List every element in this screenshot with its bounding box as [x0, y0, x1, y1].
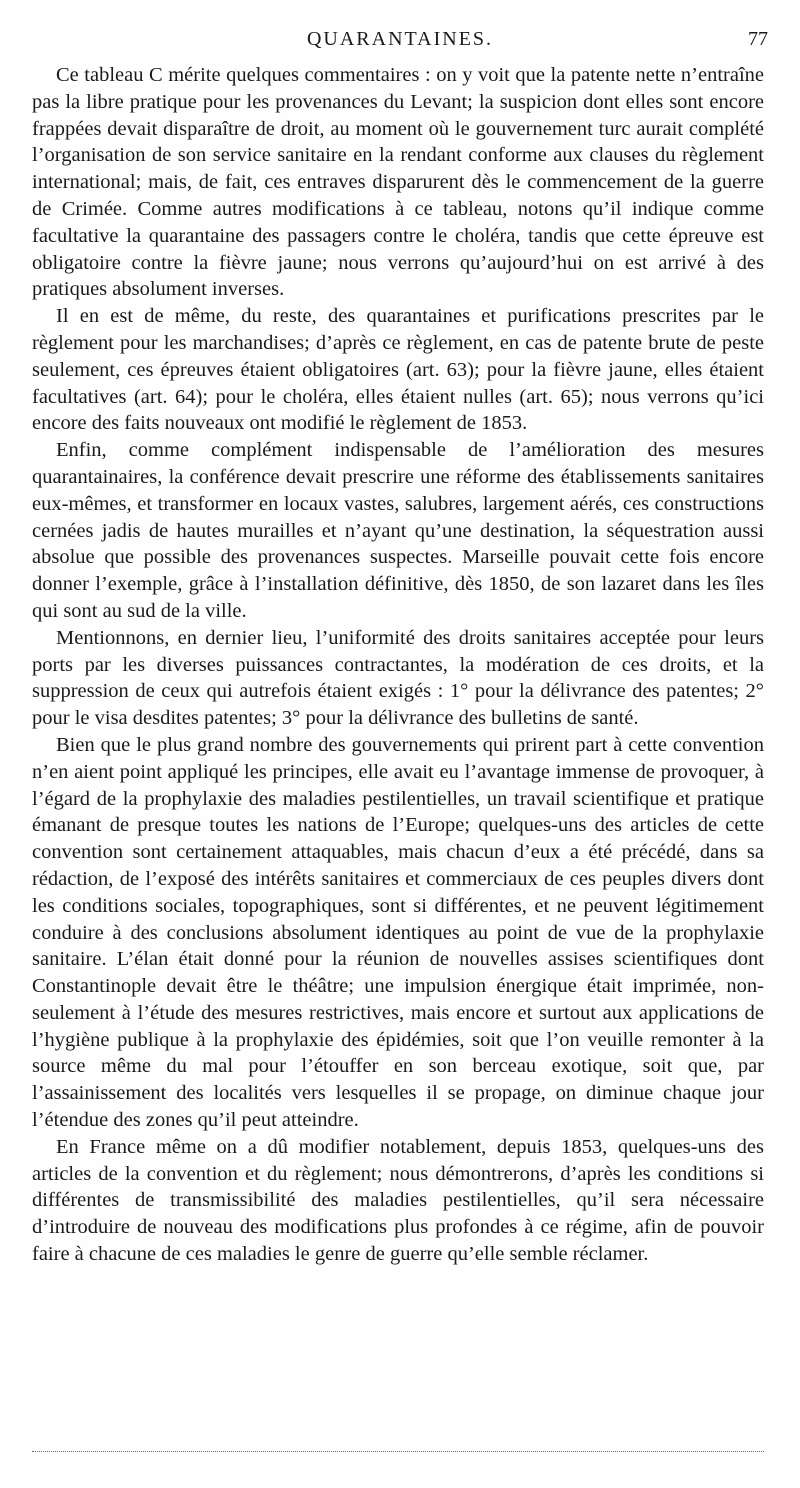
paragraph: En France même on a dû modifier notablement, depuis 1853, quelques-uns des articles de la convention et du règlement; nous démontrerons, d’après les conditions si différentes de transmissibilité des maladies pestilentielles, qu’il sera nécessaire d’introduire de nouveau des modifications plus profondes à ce régime, afin de pouvoir faire à chacune de ces maladies le genre de guerre qu’elle semble réclamer. [32, 1135, 764, 1266]
paragraph: Enfin, comme complément indispensable de l’amélioration des mesures quarantainaires, la conférence devait prescrire une réforme des établissements sanitaires eux-mêmes, et transformer en locaux vastes, salubres, largement aérés, ces constructions cernées jadis de hautes murailles et n’ayant qu’une destination, la séquestration aussi absolue que possible des provenances suspectes. Marseille pouvait cette fois encore donner l’exemple, grâce à l’installation définitive, dès 1850, de son lazaret dans les îles qui sont au sud de la ville. [32, 439, 764, 622]
paragraph: Mentionnons, en dernier lieu, l’uniformité des droits sanitaires acceptée pour leurs ports par les diverses puissances contractantes, la modération de ces droits, et la suppression de ceux qui autrefois étaient exigés : 1° pour la délivrance des patentes; 2° pour le visa desdites patentes; 3° pour la délivrance des bulletins de santé. [32, 626, 764, 730]
paragraph: Bien que le plus grand nombre des gouvernements qui prirent part à cette convention n’en aient point appliqué les principes, elle avait eu l’avantage immense de provoquer, à l’égard de la prophylaxie des maladies pestilentielles, un travail scientifique et pratique émanant de presque toutes les nations de l’Europe; quelques-uns des articles de cette convention sont certainement attaquables, mais chacun d’eux a été précédé, dans sa rédaction, de l’exposé des intérêts sanitaires et commerciaux de ces peuples divers dont les conditions sociales, topographiques, sont si différentes, et ne peuvent légitimement conduire à des conclusions absolument identiques au point de vue de la prophylaxie sanitaire. L’élan était donné pour la réunion de nouvelles assises scientifiques dont Constantinople devait être le théâtre; une impulsion énergique était imprimée, non-seulement à l’étude des mesures restrictives, mais encore et surtout aux applications de l’hygiène publique à la prophylaxie des épidémies, soit que l’on veuille remonter à la source même du mal pour l’étouffer en son berceau exotique, soit que, par l’assainissement des localités vers lesquelles il se propage, on diminue chaque jour l’étendue des zones qu’il peut atteindre. [32, 733, 764, 1132]
footer-dotted-rule [32, 1451, 764, 1452]
paragraph: Il en est de même, du reste, des quarantaines et purifications prescrites par le règlement pour les marchandises; d’après ce règlement, en cas de patente brute de peste seulement, ces épreuves étaient obligatoires (art. 63); pour la fièvre jaune, elles étaient facultatives (art. 64); pour le choléra, elles étaient nulles (art. 65); nous verrons qu’ici encore des faits nouveaux ont modifié le règlement de 1853. [32, 305, 764, 435]
running-title: QUARANTAINES. [306, 28, 494, 50]
paragraph: Ce tableau C mérite quelques commentaires : on y voit que la patente nette n’entraîne pas la libre pratique pour les provenances du Levant; la suspicion dont elles sont encore frappées devait disparaître de droit, au moment où le gouvernement turc aurait complété l’organisation de son service sanitaire en la rendant conforme aux clauses du règlement international; mais, de fait, ces entraves disparurent dès le commencement de la guerre de Crimée. Comme autres modifications à ce tableau, notons qu’il indique comme facultative la quarantaine des passagers contre le choléra, tandis que cette épreuve est obligatoire contre la fièvre jaune; nous verrons qu’aujourd’hui on est arrivé à des pratiques absolument inverses. [32, 64, 764, 301]
body-text [32, 62, 764, 1268]
page-header [32, 28, 768, 58]
page-number: 77 [748, 28, 768, 50]
